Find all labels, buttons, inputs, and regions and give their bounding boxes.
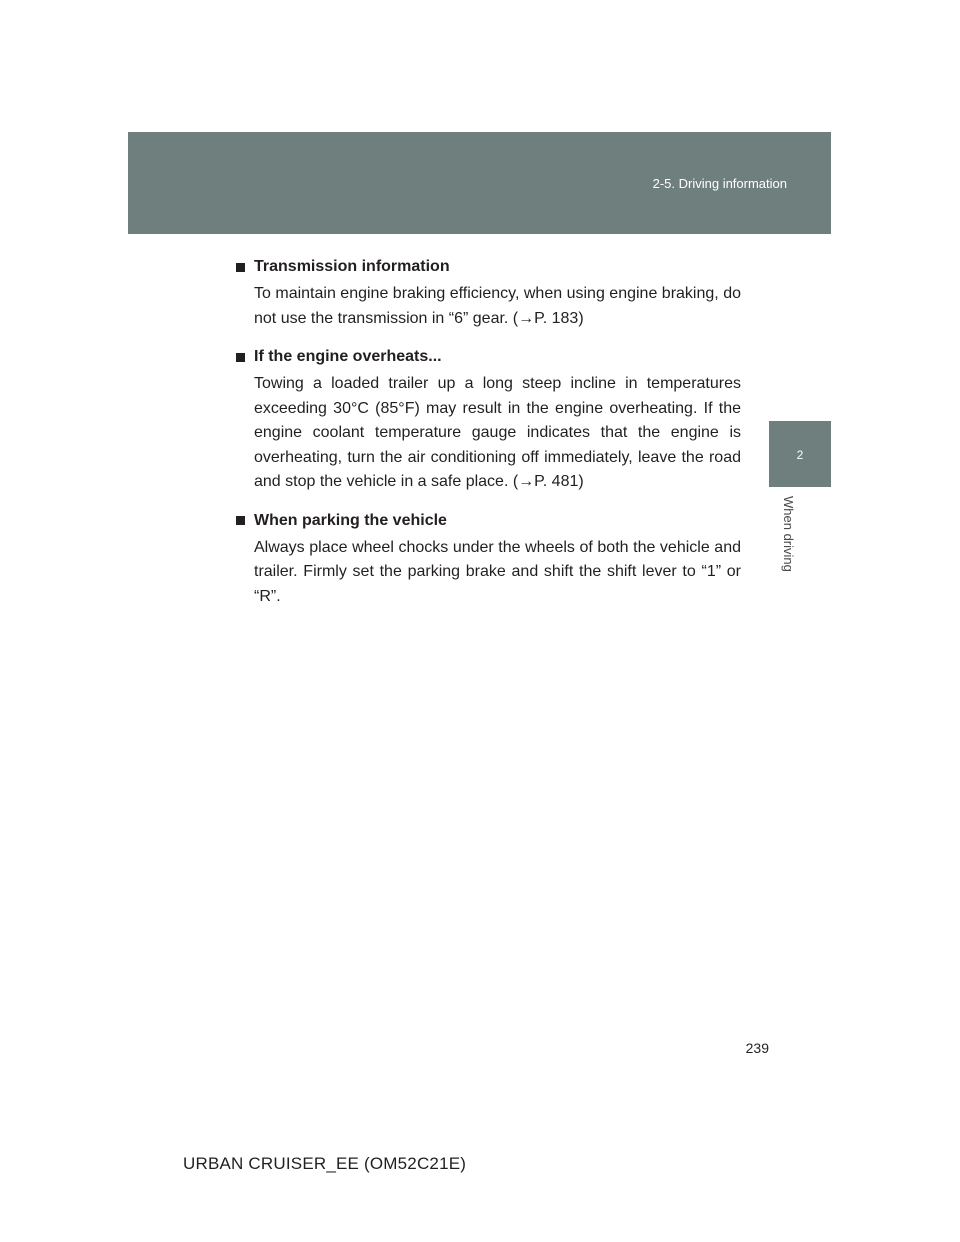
section-title-text: Transmission information — [254, 258, 450, 275]
section-engine-overheats — [236, 345, 741, 495]
section-parking-vehicle — [236, 509, 741, 610]
square-bullet-icon — [236, 516, 245, 525]
section-title — [236, 345, 741, 369]
chapter-tab — [769, 421, 831, 487]
section-header-label: 2-5. Driving information — [652, 176, 787, 191]
square-bullet-icon — [236, 353, 245, 362]
square-bullet-icon — [236, 263, 245, 272]
section-title — [236, 509, 741, 533]
section-body: Always place wheel chocks under the wheels of both the vehicle and trailer. Firmly set the parking brake and shift the shift lever to “1” or “R”. — [254, 538, 741, 605]
page-number: 239 — [745, 1040, 769, 1056]
section-title — [236, 255, 741, 279]
section-title-text: If the engine overheats... — [254, 348, 442, 365]
section-body: To maintain engine braking efficiency, when using engine braking, do not use the transmission in “6” gear. (→P. 183) — [254, 285, 741, 327]
page-content — [236, 255, 741, 623]
header-band — [128, 132, 831, 234]
section-title-text: When parking the vehicle — [254, 511, 447, 529]
section-transmission-information — [236, 255, 741, 331]
chapter-label: When driving — [781, 496, 796, 572]
section-body: Towing a loaded trailer up a long steep incline in temperatures exceeding 30°C (85°F) may result in the engine overheating. If the engine coolant temperature gauge indicates that the engine is overheating, turn the air conditioning off immediately, leave the road and stop the vehicle in a safe place. (→P. 481) — [254, 375, 741, 490]
manual-code: URBAN CRUISER_EE (OM52C21E) — [183, 1154, 467, 1173]
chapter-number: 2 — [796, 448, 804, 462]
